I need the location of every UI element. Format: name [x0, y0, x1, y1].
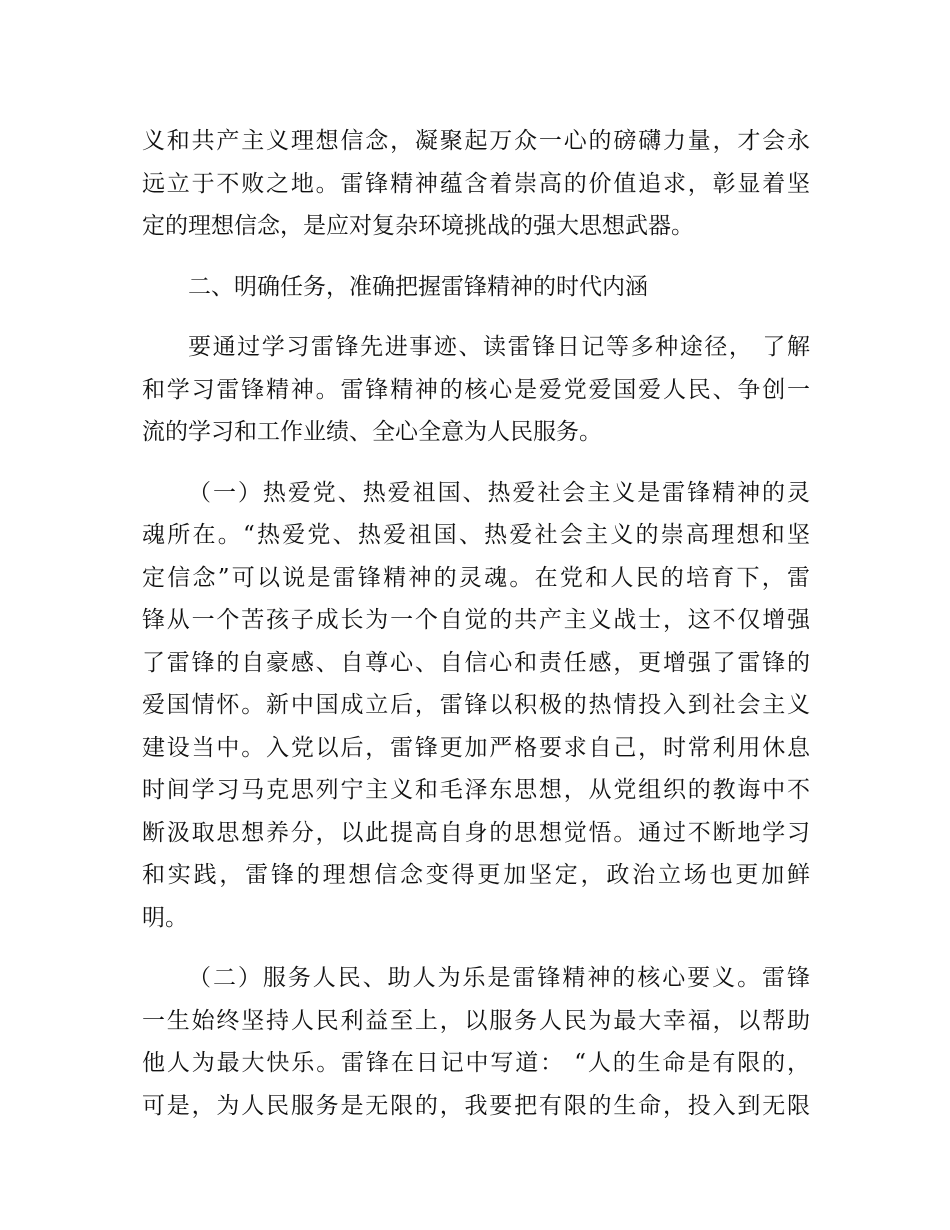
- text-line: 流的学习和工作业绩、全心全意为人民服务。: [142, 419, 602, 445]
- text-line: 明。: [142, 904, 188, 931]
- text-line: 爱国情怀。新中国成立后，雷锋以积极的热情投入到社会主义: [142, 692, 810, 718]
- text-line: 了雷锋的自豪感、自尊心、自信心和责任感，更增强了雷锋的: [142, 649, 810, 676]
- text-line: 锋从一个苦孩子成长为一个自觉的共产主义战士，这不仅增强: [142, 607, 810, 633]
- text-line: 他人为最大快乐。雷锋在日记中写道： “人的生命是有限的，: [142, 1050, 810, 1076]
- text-line: （一）热爱党、热爱祖国、热爱社会主义是雷锋精神的灵: [188, 479, 810, 506]
- text-line: 定信念”可以说是雷锋精神的灵魂。在党和人民的培育下，雷: [142, 564, 810, 591]
- text-line: 远立于不败之地。雷锋精神蕴含着崇高的价值追求，彰显着坚: [142, 170, 810, 197]
- paragraph-point-one: [142, 472, 810, 940]
- text-line: 要通过学习雷锋先进事迹、读雷锋日记等多种途径， 了解: [188, 334, 810, 360]
- body-text: [142, 120, 810, 1127]
- text-line: 断汲取思想养分，以此提高自身的思想觉悟。通过不断地学习: [142, 819, 810, 846]
- section-heading: [142, 266, 810, 309]
- text-line: （二）服务人民、助人为乐是雷锋精神的核心要义。雷锋: [188, 965, 810, 991]
- paragraph-point-two: [142, 957, 810, 1127]
- text-line: 定的理想信念，是应对复杂环境挑战的强大思想武器。: [142, 213, 694, 239]
- text-line: 和实践，雷锋的理想信念变得更加坚定，政治立场也更加鲜: [142, 862, 810, 888]
- text-line: 义和共产主义理想信念，凝聚起万众一心的磅礴力量，才会永: [142, 128, 810, 154]
- heading-line: 二、明确任务，准确把握雷锋精神的时代内涵: [188, 273, 648, 300]
- text-line: 和学习雷锋精神。雷锋精神的核心是爱党爱国爱人民、争创一: [142, 376, 810, 403]
- text-line: 魂所在。“热爱党、热爱祖国、热爱社会主义的崇高理想和坚: [142, 522, 810, 548]
- paragraph-continuation: [142, 120, 810, 248]
- text-line: 时间学习马克思列宁主义和毛泽东思想，从党组织的教诲中不: [142, 777, 810, 803]
- paragraph-intro: [142, 326, 810, 454]
- text-line: 一生始终坚持人民利益至上，以服务人民为最大幸福，以帮助: [142, 1007, 810, 1034]
- text-line: 建设当中。入党以后，雷锋更加严格要求自己，时常利用休息: [142, 734, 810, 761]
- text-line: 可是，为人民服务是无限的，我要把有限的生命，投入到无限: [142, 1092, 810, 1119]
